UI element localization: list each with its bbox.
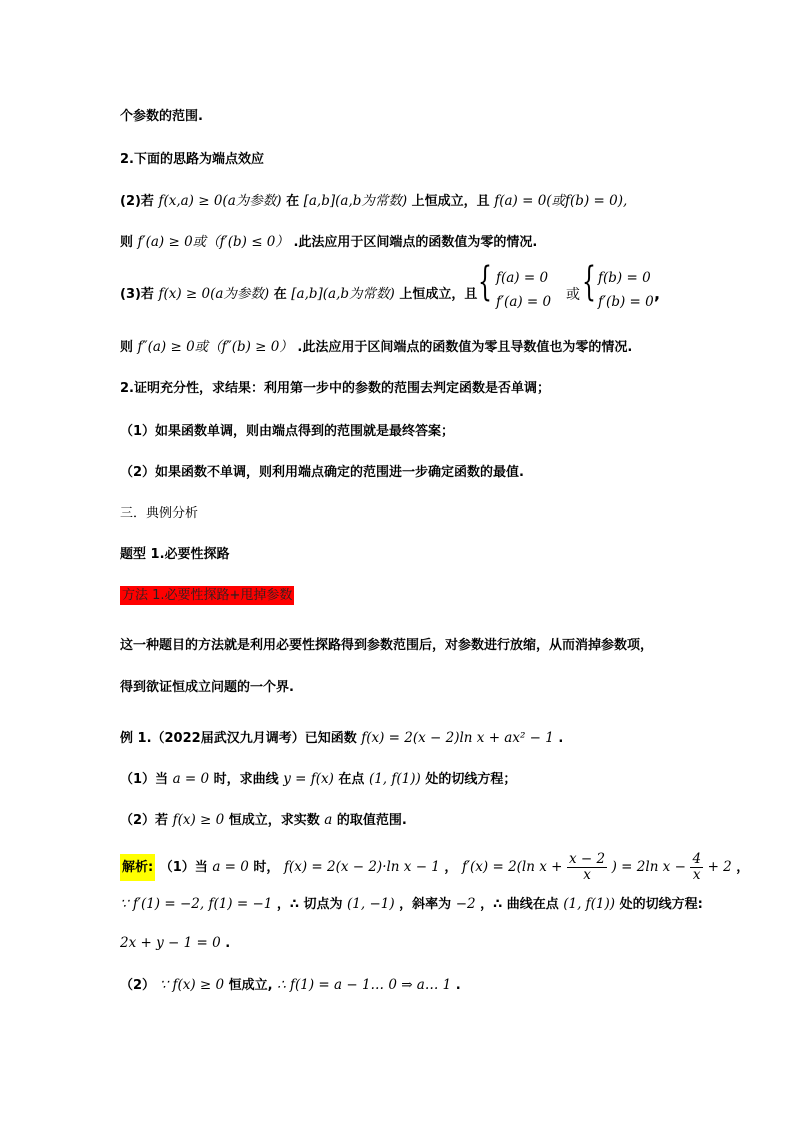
text: （1）当 <box>120 772 169 787</box>
math: f(b) = 0 <box>598 270 651 286</box>
text: 在点 <box>338 772 365 787</box>
numerator: x − 2 <box>568 851 606 867</box>
text: 在 <box>286 194 300 209</box>
text: 恒成立，求实数 <box>228 813 320 828</box>
system-2 <box>598 266 654 314</box>
brace-icon: { <box>582 259 596 305</box>
text: .此法应用于区间端点的函数值为零且导数值也为零的情况. <box>297 340 633 355</box>
math: ∴ f(1) = a − 1… 0 ⇒ a… 1 <box>277 977 452 993</box>
line-monotonic <box>120 423 454 441</box>
fraction <box>690 852 703 883</box>
math: f(x) ≥ 0(a为参数) <box>158 286 270 302</box>
text: （2）若 <box>120 813 169 828</box>
text: 则 <box>120 340 134 355</box>
math: ) = 2ln x − <box>611 859 686 875</box>
text: 2.证明充分性，求结果：利用第一步中的参数的范围去判定函数是否单调； <box>120 381 550 396</box>
system-conditions <box>478 259 678 320</box>
math: ∵ f′(1) = −2, f(1) = −1 <box>120 896 273 912</box>
math: f′(a) = 0 <box>496 294 552 310</box>
math: (1, f(1)) <box>368 771 421 787</box>
math: f(a) = 0(或f(b) = 0), <box>494 193 628 209</box>
section-heading <box>120 505 198 523</box>
math: a = 0 <box>172 771 210 787</box>
math: y = f(x) <box>283 771 334 787</box>
math: (1, −1) <box>347 896 395 912</box>
numerator: 4 <box>692 851 702 867</box>
text: 个参数的范围. <box>120 109 203 124</box>
text: （2） <box>120 978 156 993</box>
text: ， <box>444 860 458 875</box>
math: a = 0 <box>212 859 249 875</box>
math: [a,b](a,b为常数) <box>291 286 395 302</box>
math: f′(b) = 0 <box>598 294 654 310</box>
text: . <box>225 936 231 951</box>
example-1-part-1 <box>120 770 516 789</box>
text: 得到欲证恒成立问题的一个界. <box>120 680 294 695</box>
text: ， <box>736 860 750 875</box>
math: f(x) ≥ 0 <box>172 812 225 828</box>
text: .此法应用于区间端点的函数值为零的情况. <box>293 235 538 250</box>
text: 处的切线方程: <box>619 897 703 912</box>
solution-part-1 <box>120 852 749 883</box>
text: 例 1.（2022届武汉九月调考）已知函数 <box>120 731 357 746</box>
text: 时，求曲线 <box>213 772 279 787</box>
math: f′(x) = 2(ln x + <box>461 859 563 875</box>
example-1 <box>120 729 563 748</box>
math: f(x,a) ≥ 0(a为参数) <box>158 193 282 209</box>
text: 2.下面的思路为端点效应 <box>120 152 264 167</box>
text: 这一种题目的方法就是利用必要性探路得到参数范围后，对参数进行放缩，从而消掉参数项， <box>120 638 654 653</box>
math: 2x + y − 1 = 0 <box>120 935 221 951</box>
method-heading <box>120 587 294 605</box>
fraction <box>567 852 607 883</box>
math: (1, f(1)) <box>563 896 616 912</box>
math: ∵ f(x) ≥ 0 <box>159 977 225 993</box>
solution-tangent-eq <box>120 934 230 953</box>
math: −2 <box>455 896 476 912</box>
text: （1）如果函数单调，则由端点得到的范围就是最终答案； <box>120 424 455 439</box>
text: 上恒成立，且 <box>399 287 478 302</box>
line-param-range <box>120 108 203 126</box>
text: 时， <box>253 860 280 875</box>
line-method-desc-1 <box>120 637 653 655</box>
text: 处的切线方程； <box>425 772 517 787</box>
text: , <box>654 284 661 303</box>
solution-tangent <box>120 895 703 914</box>
line-case-2-conclusion <box>120 233 537 252</box>
system-1 <box>496 266 551 314</box>
text: . <box>558 731 564 746</box>
denominator: x <box>692 867 701 883</box>
math: a <box>324 812 333 828</box>
label: (2)若 <box>120 194 154 209</box>
text: 三．典例分析 <box>120 506 199 521</box>
question-type-heading <box>120 546 230 564</box>
line-sufficiency <box>120 380 550 398</box>
text: 的取值范围. <box>336 813 407 828</box>
label: (3)若 <box>120 287 154 302</box>
text: 在 <box>273 287 287 302</box>
highlight-label: 方法 1.必要性探路+甩掉参数 <box>122 588 293 603</box>
line-method-desc-2 <box>120 679 294 697</box>
text: 则 <box>120 235 134 250</box>
denominator: x <box>583 867 591 883</box>
text: ，∴ 切点为 <box>276 897 343 912</box>
math: [a,b](a,b为常数) <box>303 193 408 209</box>
text: ，∴ 曲线在点 <box>480 897 559 912</box>
math: f(x) = 2(x − 2)·ln x − 1 <box>283 859 440 875</box>
brace-icon: { <box>478 259 492 305</box>
solution-label: 解析: <box>120 854 155 881</box>
solution-part-2 <box>120 976 461 995</box>
line-case-3 <box>120 285 477 325</box>
text: （1）当 <box>159 860 208 875</box>
math: f(x) = 2(x − 2)ln x + ax² − 1 <box>361 730 554 746</box>
math: f′(a) ≥ 0或（f′(b) ≤ 0） <box>137 234 289 250</box>
text: 恒成立, <box>228 978 273 993</box>
text: 上恒成立，且 <box>411 194 490 209</box>
text: . <box>455 978 461 993</box>
text: 或 <box>566 287 580 303</box>
heading-endpoint-effect <box>120 151 264 169</box>
line-case-3-conclusion <box>120 338 632 357</box>
text: 题型 1.必要性探路 <box>120 547 230 562</box>
line-not-monotonic <box>120 464 524 482</box>
text: （2）如果函数不单调，则利用端点确定的范围进一步确定函数的最值. <box>120 465 524 480</box>
math: f(a) = 0 <box>496 270 549 286</box>
line-case-2 <box>120 192 627 211</box>
math: f″(a) ≥ 0或（f″(b) ≥ 0） <box>137 339 293 355</box>
math: + 2 <box>707 859 732 875</box>
text: ，斜率为 <box>399 897 452 912</box>
example-1-part-2 <box>120 811 407 830</box>
